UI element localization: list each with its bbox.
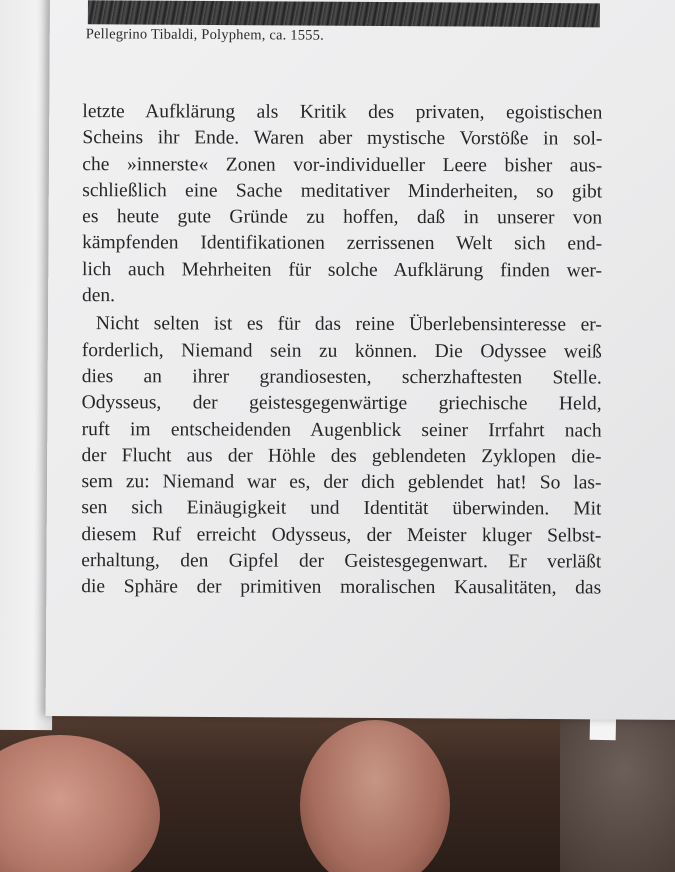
text-line: dies an ihrer grandiosesten, scherzhaftesten Stelle. xyxy=(81,366,602,389)
text-line: Scheins ihr Ende. Waren aber mystische Vorstöße in sol- xyxy=(82,127,603,150)
text-line: lich auch Mehrheiten für solche Aufklärung finden wer- xyxy=(82,258,603,282)
illustration-bottom-edge xyxy=(88,0,600,27)
book-page xyxy=(46,0,675,720)
text-line: che »innerste« Zonen vor-individueller Leere bisher aus- xyxy=(82,153,603,177)
text-line: erhaltung, den Gipfel der Geistesgegenwart. Er verläßt xyxy=(81,550,602,573)
text-line: die Sphäre der primitiven moralischen Kausalitäten, das xyxy=(81,576,602,599)
text-line: letzte Aufklärung als Kritik des privaten, egoistischen xyxy=(82,101,603,124)
text-line: es heute gute Gründe zu hoffen, daß in unserer von xyxy=(82,206,603,229)
figure-caption: Pellegrino Tibaldi, Polyphem, ca. 1555. xyxy=(85,26,324,44)
text-line: schließlich eine Sache meditativer Minderheiten, so gibt xyxy=(82,179,603,203)
text-line: diesem Ruf erreicht Odysseus, der Meister kluger Selbst- xyxy=(81,523,602,547)
text-line: Nicht selten ist es für das reine Überlebensinteresse er- xyxy=(95,313,602,336)
text-line: ruft im entscheidenden Augenblick seiner Irrfahrt nach xyxy=(81,418,602,442)
text-line: kämpfenden Identifikationen zerrissenen Welt sich end- xyxy=(82,232,603,255)
text-line: forderlich, Niemand sein zu können. Die Odyssee weiß xyxy=(81,339,602,363)
text-line: den. xyxy=(81,285,116,307)
text-line: sen sich Einäugigkeit und Identität überwinden. Mit xyxy=(81,497,602,520)
paragraph-2 xyxy=(81,311,602,602)
text-line: sem zu: Niemand war es, der dich geblendet hat! So las- xyxy=(81,471,602,494)
text-line: Odysseus, der geistesgegenwärtige griechische Held, xyxy=(81,392,602,415)
paragraph-1 xyxy=(82,99,603,311)
text-line: der Flucht aus der Höhle des geblendeten Zyklopen die- xyxy=(81,444,602,468)
body-text xyxy=(81,99,602,602)
